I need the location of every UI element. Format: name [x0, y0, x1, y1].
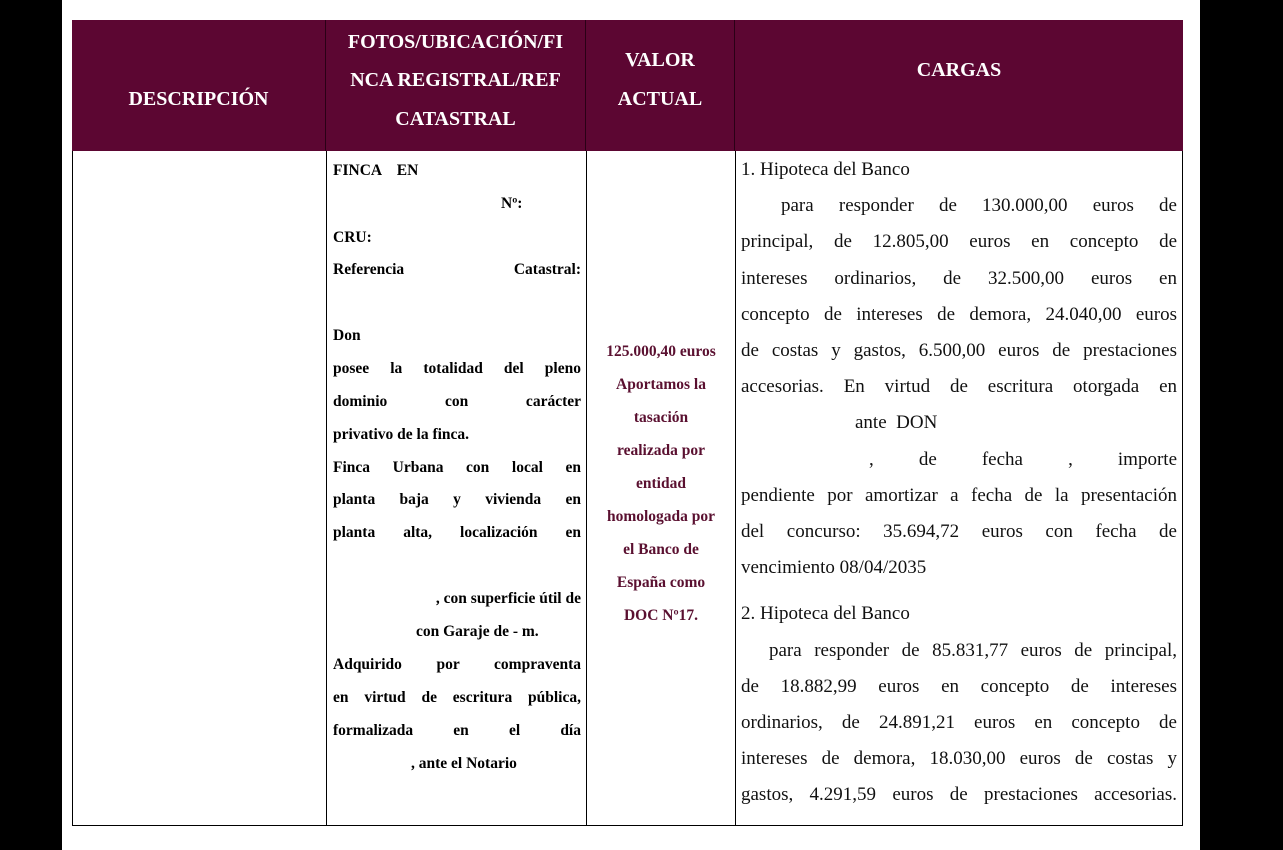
text-line: , con superficie útil de: [435, 590, 581, 607]
text-line: DOC Nº17.: [623, 607, 698, 624]
header-valor: [586, 20, 735, 151]
text-line: accesorias. En virtud de escritura otorgada en: [741, 376, 1177, 397]
text-line: FINCA EN: [333, 162, 419, 179]
header-cargas: [735, 20, 1183, 151]
text-line: formalizada en el día: [333, 722, 581, 739]
text-line: 1. Hipoteca del Banco: [741, 159, 910, 180]
text-line: España como: [616, 574, 706, 591]
text-line: homologada por: [606, 508, 716, 525]
text-line: ante DON: [855, 412, 938, 433]
header-label: NCA REGISTRAL/REF: [350, 69, 561, 91]
text-line: con Garaje de - m.: [416, 623, 539, 640]
text-line: Adquirido por compraventa: [333, 656, 581, 673]
header-descripcion: [72, 20, 326, 151]
text-line: posee la totalidad del pleno: [333, 360, 581, 377]
text-line: para responder de 130.000,00 euros de: [781, 195, 1177, 216]
text-line: Finca Urbana con local en: [333, 459, 581, 476]
header-label: CARGAS: [916, 59, 1002, 81]
text-line: planta alta, localización en: [333, 524, 581, 541]
text-line: ordinarios, de 24.891,21 euros en concepto de: [741, 712, 1177, 733]
text-line: concepto de intereses de demora, 24.040,00 euros: [741, 304, 1177, 325]
text-line: 2. Hipoteca del Banco: [741, 603, 910, 624]
header-label: CATASTRAL: [395, 108, 516, 130]
text-line: en virtud de escritura pública,: [333, 689, 581, 706]
cell-fotos: [326, 151, 587, 826]
cell-valor: [586, 151, 736, 826]
text-line: de 18.882,99 euros en concepto de intereses: [741, 676, 1177, 697]
text-line: intereses ordinarios, de 32.500,00 euros en: [741, 268, 1177, 289]
text-line: tasación: [633, 409, 689, 426]
text-line: principal, de 12.805,00 euros en concepto de: [741, 231, 1177, 252]
header-label: ACTUAL: [617, 88, 703, 110]
header-fotos: [326, 20, 586, 151]
text-line: Aportamos la: [616, 376, 706, 393]
text-line: de costas y gastos, 6.500,00 euros de prestaciones: [741, 340, 1177, 361]
cell-cargas: [735, 151, 1183, 826]
text-line: realizada por: [617, 442, 705, 459]
text-line: entidad: [636, 475, 686, 492]
text-line: el Banco de: [623, 541, 699, 558]
text-line: , de fecha , importe: [869, 449, 1177, 470]
text-line: Nº:: [501, 195, 523, 212]
header-label: FOTOS/UBICACIÓN/FI: [347, 31, 564, 53]
text-line: para responder de 85.831,77 euros de principal,: [769, 640, 1177, 661]
text-line: pendiente por amortizar a fecha de la presentación: [741, 485, 1177, 506]
text-line: dominio con carácter: [333, 393, 581, 410]
text-line: del concurso: 35.694,72 euros con fecha de: [741, 521, 1177, 542]
text-line: Don: [333, 327, 361, 344]
text-line: privativo de la finca.: [333, 426, 470, 443]
text-line: gastos, 4.291,59 euros de prestaciones accesorias.: [741, 784, 1177, 805]
header-label: DESCRIPCIÓN: [128, 88, 269, 110]
text-line: intereses de demora, 18.030,00 euros de costas y: [741, 748, 1177, 769]
text-line: CRU:: [333, 229, 372, 246]
text-line: , ante el Notario: [411, 755, 517, 772]
right-margin-bar: [1200, 0, 1283, 850]
text-line: 125.000,40 euros: [606, 343, 716, 360]
cell-descripcion: [72, 151, 327, 826]
text-line: vencimiento 08/04/2035: [741, 557, 927, 578]
text-line: planta baja y vivienda en: [333, 491, 581, 508]
left-margin-bar: [0, 0, 62, 850]
text-line: Referencia Catastral:: [333, 261, 581, 278]
header-label: VALOR: [625, 49, 695, 71]
